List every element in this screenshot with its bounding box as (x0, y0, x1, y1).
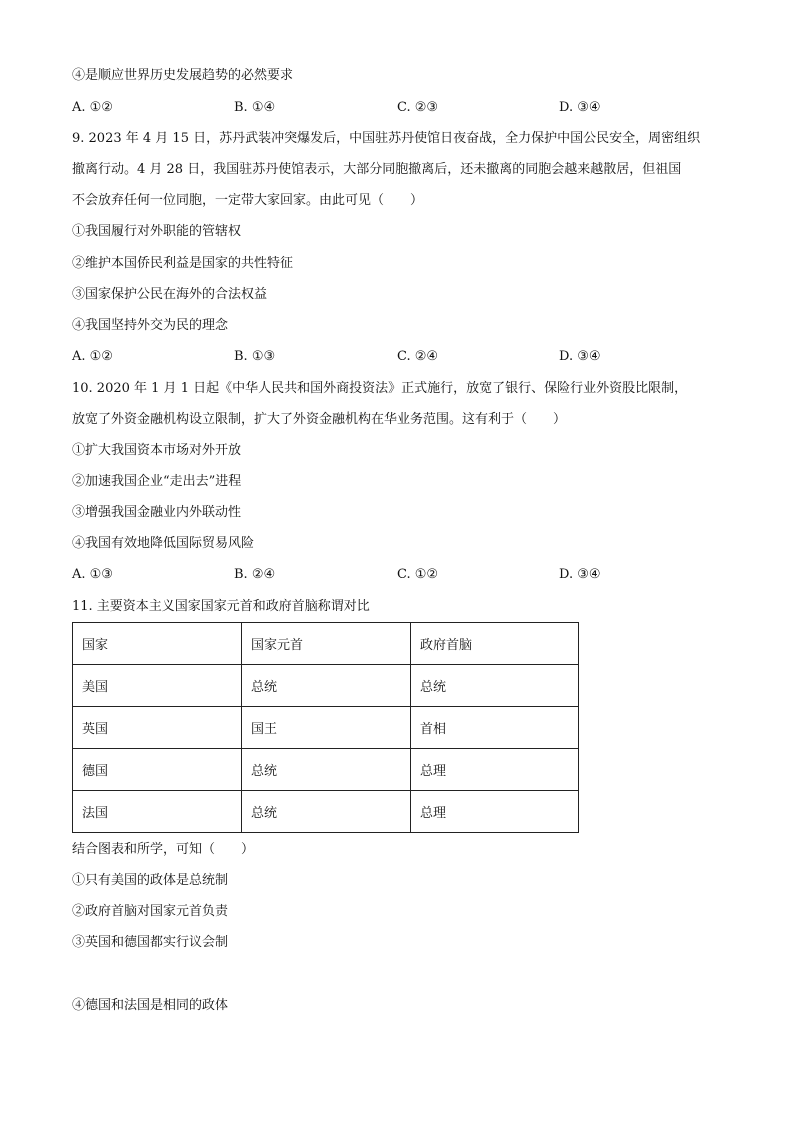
q10-stem-line-2: 放宽了外资金融机构设立限制，扩大了外资金融机构在华业务范围。这有利于（ ） (72, 412, 567, 427)
q10-item-4: ④我国有效地降低国际贸易风险 (72, 536, 255, 551)
table-row (73, 665, 579, 707)
table-row (73, 749, 579, 791)
q10-item-2: ②加速我国企业“走出去”进程 (72, 474, 242, 489)
q10-item-3: ③增强我国金融业内外联动性 (72, 505, 242, 520)
q9-stem-line-1: 9. 2023 年 4 月 15 日，苏丹武装冲突爆发后，中国驻苏丹使馆日夜奋战，全力保护中国公民安全，周密组织 (72, 131, 701, 146)
table-header-row (73, 623, 579, 665)
q9-stem-line-2: 撤离行动。4 月 28 日，我国驻苏丹使馆表示，大部分同胞撤离后，还未撤离的同胞会越来越散居，但祖国 (72, 162, 682, 177)
q9-item-1: ①我国履行对外职能的管辖权 (72, 224, 242, 239)
q8-option-b: B. ①④ (234, 100, 276, 115)
table-cell: 美国 (73, 665, 242, 707)
q11-item-1: ①只有美国的政体是总统制 (72, 873, 229, 888)
q10-option-d: D. ③④ (559, 567, 601, 582)
table-row (73, 707, 579, 749)
q9-item-3: ③国家保护公民在海外的合法权益 (72, 287, 268, 302)
q8-option-d: D. ③④ (559, 100, 601, 115)
table-cell: 总统 (242, 749, 411, 791)
q9-item-4: ④我国坚持外交为民的理念 (72, 318, 229, 333)
q8-options (72, 99, 722, 117)
table-header-cell: 国家 (73, 623, 242, 665)
comparison-table (72, 622, 579, 833)
q8-option-a: A. ①② (72, 100, 113, 115)
q9-options (72, 348, 722, 366)
q11-item-3: ③英国和德国都实行议会制 (72, 935, 229, 950)
table-row (73, 791, 579, 833)
table-cell: 国王 (242, 707, 411, 749)
q10-item-1: ①扩大我国资本市场对外开放 (72, 443, 242, 458)
q9-stem-line-3: 不会放弃任何一位同胞，一定带大家回家。由此可见（ ） (72, 193, 424, 208)
q10-stem-line-1: 10. 2020 年 1 月 1 日起《中华人民共和国外商投资法》正式施行，放宽了银行、保险行业外资股比限制， (72, 381, 688, 396)
table-cell: 总理 (411, 791, 579, 833)
table-cell: 法国 (73, 791, 242, 833)
table-header-cell: 国家元首 (242, 623, 411, 665)
q11-item-4: ④德国和法国是相同的政体 (72, 998, 229, 1013)
table-cell: 英国 (73, 707, 242, 749)
q10-option-b: B. ②④ (234, 567, 276, 582)
q9-option-c: C. ②④ (397, 349, 439, 364)
q9-option-d: D. ③④ (559, 349, 601, 364)
q8-option-c: C. ②③ (397, 100, 439, 115)
table-cell: 总统 (242, 665, 411, 707)
q10-option-c: C. ①② (397, 567, 439, 582)
q11-stem: 结合图表和所学，可知（ ） (72, 842, 255, 857)
table-cell: 总统 (242, 791, 411, 833)
q10-options (72, 566, 722, 584)
q9-option-a: A. ①② (72, 349, 113, 364)
table-cell: 首相 (411, 707, 579, 749)
q10-option-a: A. ①③ (72, 567, 113, 582)
table-cell: 德国 (73, 749, 242, 791)
q9-option-b: B. ①③ (234, 349, 276, 364)
table-header-cell: 政府首脑 (411, 623, 579, 665)
table-cell: 总统 (411, 665, 579, 707)
table-cell: 总理 (411, 749, 579, 791)
q11-title: 11. 主要资本主义国家国家元首和政府首脑称谓对比 (72, 599, 370, 614)
q11-item-2: ②政府首脑对国家元首负责 (72, 904, 229, 919)
q9-item-2: ②维护本国侨民利益是国家的共性特征 (72, 256, 294, 271)
q8-item-4: ④是顺应世界历史发展趋势的必然要求 (72, 68, 294, 83)
